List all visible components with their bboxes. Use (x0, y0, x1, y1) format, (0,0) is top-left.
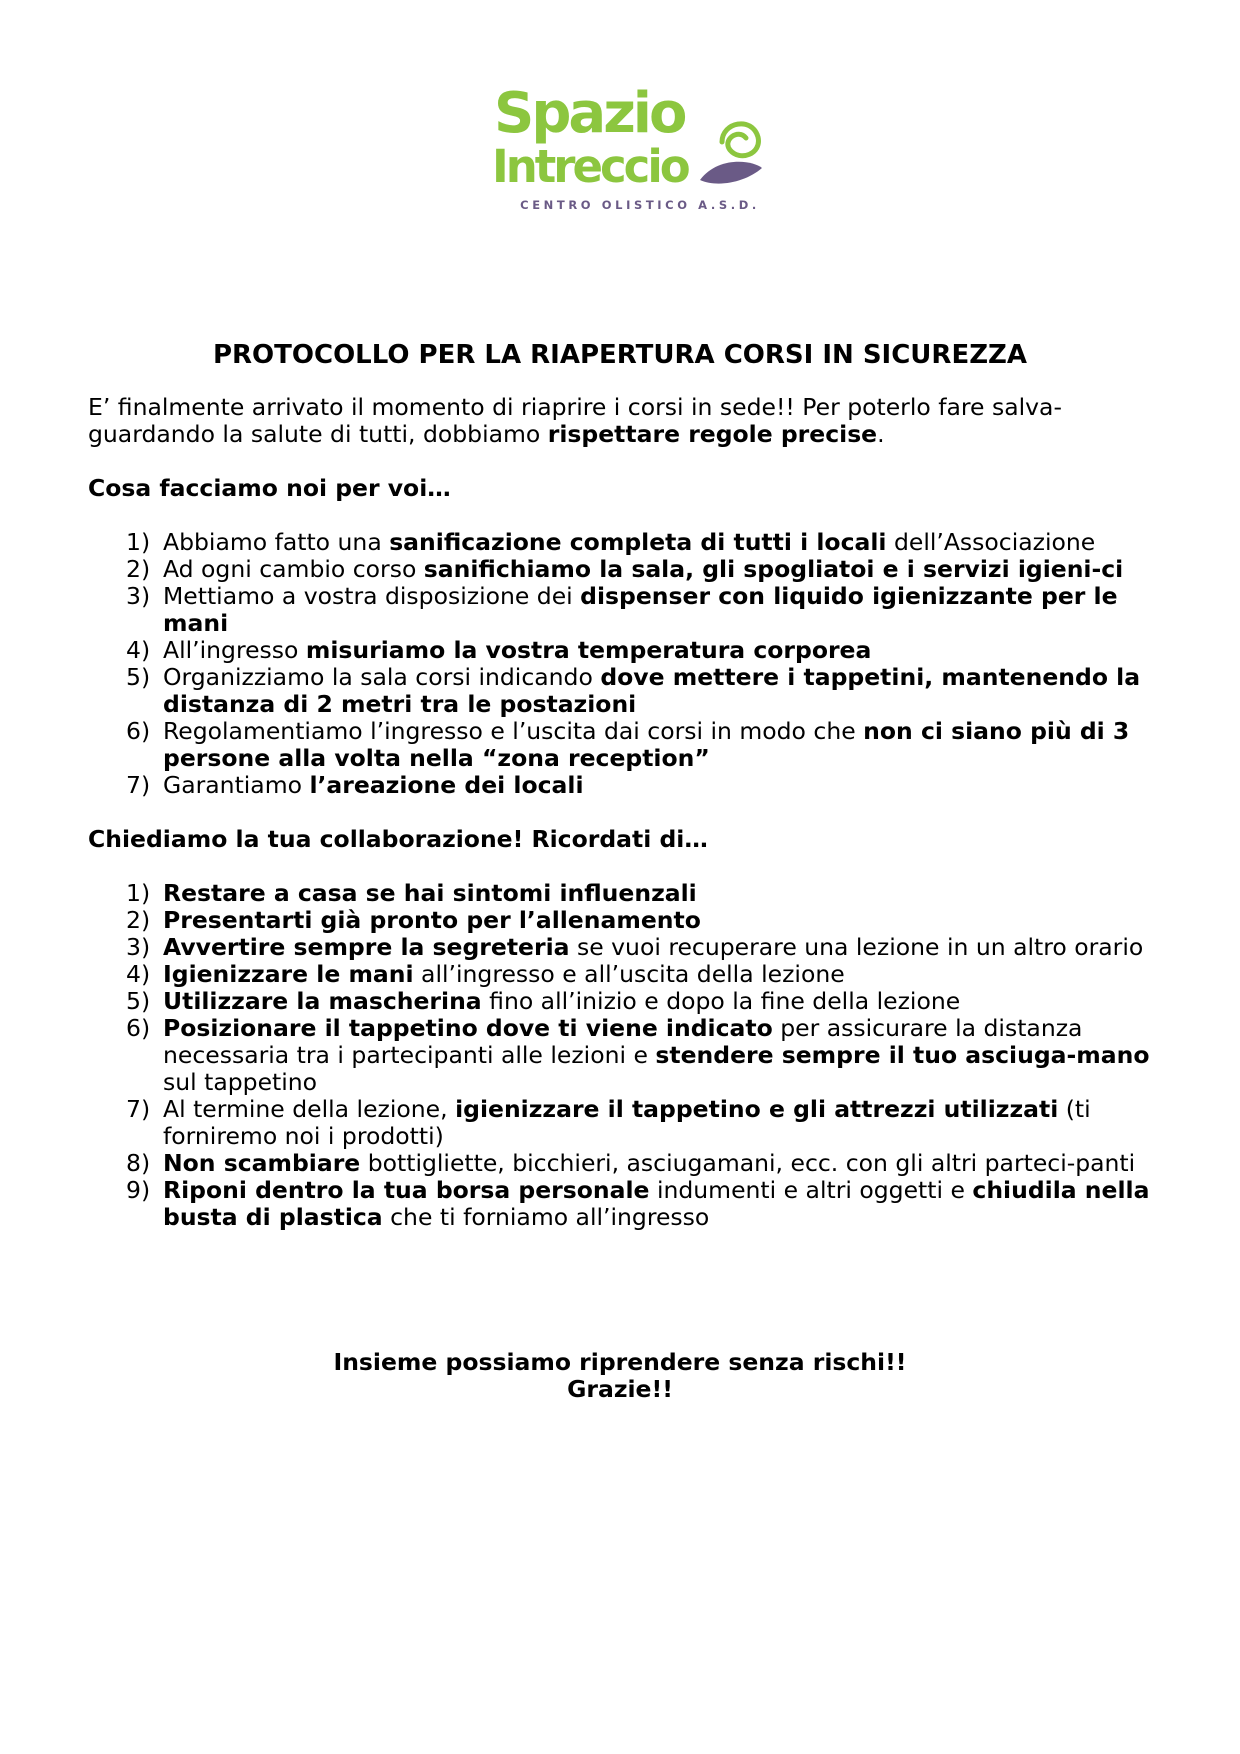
list-item-emphasis: l’areazione dei locali (309, 771, 584, 799)
list-item-emphasis: misuriamo la vostra temperatura corporea (305, 636, 872, 664)
logo-subtitle: CENTRO OLISTICO A.S.D. (520, 198, 760, 212)
document-body (88, 394, 1160, 1231)
closing-thanks: Grazie!! (567, 1375, 673, 1403)
list-item (88, 907, 1160, 934)
list-item-text: Abbiamo fatto una (163, 528, 390, 556)
measures-list (88, 529, 1160, 799)
list-item (88, 1096, 1160, 1150)
intro-paragraph (88, 394, 1160, 448)
list-item-text: se vuoi recuperare una lezione in un altro orario (569, 933, 1144, 961)
list-item-emphasis: Utilizzare la mascherina (163, 987, 482, 1015)
list-item-number: 1) (126, 528, 151, 556)
list-item-number: 1) (126, 879, 151, 907)
rules-list (88, 880, 1160, 1231)
list-item-emphasis: igienizzare il tappetino e gli attrezzi utilizzati (455, 1095, 1059, 1123)
list-item-text: All’ingresso (163, 636, 306, 664)
list-item-text: per assicurare la distanza necessaria tra i partecipanti alle lezioni e (163, 1014, 1083, 1069)
list-item-emphasis: non ci siano più di 3 persone alla volta nella “zona reception” (163, 717, 1130, 772)
list-item-number: 2) (126, 906, 151, 934)
spiral-icon (722, 124, 758, 156)
list-item-text: Organizziamo la sala corsi indicando (163, 663, 601, 691)
list-item (88, 934, 1160, 961)
intro-emphasis: rispettare regole precise (547, 420, 878, 448)
list-item-number: 9) (126, 1176, 151, 1204)
list-item (88, 988, 1160, 1015)
list-item-text: fino all’inizio e dopo la fine della lezione (481, 987, 961, 1015)
list-item-text: dell’Associazione (886, 528, 1096, 556)
list-item-emphasis: dove mettere i tappetini, mantenendo la distanza di 2 metri tra le postazioni (163, 663, 1141, 718)
logo-graphic (490, 82, 790, 197)
list-item-emphasis: chiudila nella busta di plastica (163, 1176, 1150, 1231)
list-item-number: 7) (126, 1095, 151, 1123)
list-item (88, 583, 1160, 637)
logo-word-spazio: Spazio (494, 82, 685, 146)
list-item-text: bottigliette, bicchieri, asciugamani, ecc. con gli altri parteci-panti (360, 1149, 1136, 1177)
logo (490, 82, 790, 222)
list-item-emphasis: Posizionare il tappetino dove ti viene indicato (163, 1014, 773, 1042)
list-item (88, 880, 1160, 907)
list-item-text: all’ingresso e all’uscita della lezione (413, 960, 845, 988)
list-item (88, 556, 1160, 583)
list-item-number: 2) (126, 555, 151, 583)
list-item-emphasis: Avvertire sempre la segreteria (163, 933, 570, 961)
list-item-text: indumenti e altri oggetti e (649, 1176, 973, 1204)
section-heading-measures: Cosa facciamo noi per voi… (88, 474, 451, 502)
list-item (88, 1150, 1160, 1177)
leaf-icon (700, 162, 762, 184)
list-item-emphasis: Igienizzare le mani (163, 960, 414, 988)
list-item-number: 3) (126, 582, 151, 610)
closing-line: Insieme possiamo riprendere senza rischi!! (333, 1348, 907, 1376)
list-item-number: 4) (126, 636, 151, 664)
list-item-number: 5) (126, 987, 151, 1015)
list-item-text: Garantiamo (163, 771, 310, 799)
list-item-emphasis: Non scambiare (163, 1149, 361, 1177)
list-item (88, 664, 1160, 718)
list-item-number: 6) (126, 717, 151, 745)
intro-period: . (877, 420, 885, 448)
list-item-number: 8) (126, 1149, 151, 1177)
list-item-number: 7) (126, 771, 151, 799)
list-item (88, 1015, 1160, 1096)
list-item-emphasis: sanificazione completa di tutti i locali (389, 528, 887, 556)
list-item-emphasis: Riponi dentro la tua borsa personale (163, 1176, 650, 1204)
list-item (88, 772, 1160, 799)
logo-word-intreccio: Intreccio (492, 140, 688, 193)
list-item-number: 5) (126, 663, 151, 691)
document-title: PROTOCOLLO PER LA RIAPERTURA CORSI IN SICUREZZA (212, 340, 1028, 370)
list-item-text: Mettiamo a vostra disposizione dei (163, 582, 581, 610)
list-item-number: 3) (126, 933, 151, 961)
list-item-text: Regolamentiamo l’ingresso e l’uscita dai corsi in modo che (163, 717, 864, 745)
list-item-emphasis: Restare a casa se hai sintomi influenzali (163, 879, 697, 907)
closing-message (0, 1349, 1240, 1403)
list-item-emphasis: stendere sempre il tuo asciuga-mano (655, 1041, 1150, 1069)
list-item-emphasis: Presentarti già pronto per l’allenamento (163, 906, 701, 934)
list-item (88, 718, 1160, 772)
list-item (88, 1177, 1160, 1231)
list-item-text: sul tappetino (163, 1068, 318, 1096)
list-item-text: che ti forniamo all’ingresso (382, 1203, 710, 1231)
list-item-number: 6) (126, 1014, 151, 1042)
intro-text: E’ finalmente arrivato il momento di riaprire i corsi in sede!! Per poterlo fare salva-guardando la salute di tutti, dobbiamo (88, 393, 1062, 448)
section-heading-collaboration: Chiediamo la tua collaborazione! Ricordati di… (88, 825, 708, 853)
list-item-text: Ad ogni cambio corso (163, 555, 424, 583)
list-item-number: 4) (126, 960, 151, 988)
list-item-text: (ti forniremo noi i prodotti) (163, 1095, 1091, 1150)
list-item (88, 637, 1160, 664)
list-item-emphasis: sanifichiamo la sala, gli spogliatoi e i servizi igieni-ci (423, 555, 1124, 583)
list-item (88, 961, 1160, 988)
list-item-emphasis: dispenser con liquido igienizzante per le mani (163, 582, 1118, 637)
list-item (88, 529, 1160, 556)
list-item-text: Al termine della lezione, (163, 1095, 456, 1123)
